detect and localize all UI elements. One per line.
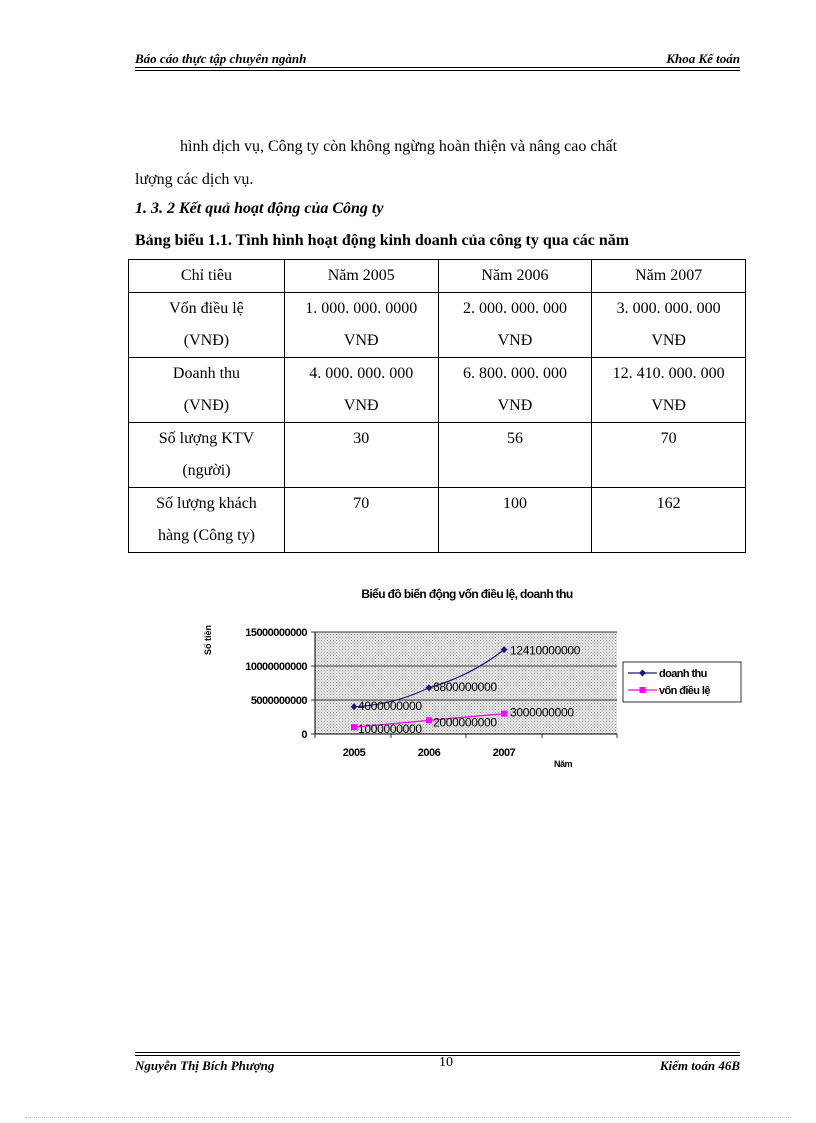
table-caption: Bảng biểu 1.1. Tình hình hoạt động kinh doanh của công ty qua các năm <box>135 232 630 249</box>
table-row <box>129 293 746 358</box>
x-tick-label: 2007 <box>492 747 516 759</box>
x-tick-label: 2006 <box>417 747 441 759</box>
header-left: Báo cáo thực tập chuyên ngành <box>135 51 307 66</box>
table-cell: 6. 800. 000. 000 VNĐ <box>438 358 592 423</box>
table-cell: 30 <box>284 423 438 488</box>
table-cell: 12. 410. 000. 000 VNĐ <box>592 358 746 423</box>
table-cell: 70 <box>592 423 746 488</box>
table-cell: 56 <box>438 423 592 488</box>
table-header-row <box>129 260 746 293</box>
data-label: 3000000000 <box>510 705 574 720</box>
table-row <box>129 358 746 423</box>
data-label: 4000000000 <box>358 698 422 713</box>
table-cell: 3. 000. 000. 000 VNĐ <box>592 293 746 358</box>
page-footer <box>135 1055 740 1080</box>
row-label: Số lượng KTV (người) <box>129 423 285 488</box>
y-axis-label: Số tiền <box>203 624 213 656</box>
table-cell: 162 <box>592 488 746 553</box>
table-cell: 1. 000. 000. 0000 VNĐ <box>284 293 438 358</box>
header-rule <box>135 67 740 68</box>
data-label: 12410000000 <box>510 643 581 658</box>
page-edge <box>25 1117 791 1118</box>
table-header-cell: Chỉ tiêu <box>129 260 285 293</box>
y-tick-label: 15000000000 <box>245 627 307 639</box>
table-header-cell: Năm 2005 <box>284 260 438 293</box>
table-cell: 4. 000. 000. 000 VNĐ <box>284 358 438 423</box>
y-tick-label: 10000000000 <box>245 661 307 673</box>
data-label: 2000000000 <box>433 715 497 730</box>
y-tick-label: 0 <box>301 729 307 741</box>
x-axis-label: Năm <box>553 759 573 769</box>
legend-item-doanh-thu: doanh thu <box>659 668 707 680</box>
data-label: 6800000000 <box>433 679 497 694</box>
footer-rule <box>135 1055 740 1056</box>
y-tick-label: 5000000000 <box>250 695 307 707</box>
paragraph-line-1: hình dịch vụ, Công ty còn không ngừng hoàn thiện và nâng cao chất <box>180 138 618 155</box>
table-header-cell: Năm 2006 <box>438 260 592 293</box>
table-cell: 100 <box>438 488 592 553</box>
table-row <box>129 488 746 553</box>
legend-item-von-dieu-le: vốn điều lệ <box>659 685 710 697</box>
header-right: Khoa Kế toán <box>666 51 740 66</box>
section-heading: 1. 3. 2 Kết quả hoạt động của Công ty <box>135 200 384 217</box>
capital-revenue-chart <box>195 580 755 780</box>
header-rule-thin <box>135 70 740 71</box>
paragraph-line-2: lượng các dịch vụ. <box>135 171 254 188</box>
data-point-von-dieu-le <box>501 711 507 717</box>
footer-author: Nguyễn Thị Bích Phượng <box>135 1058 275 1073</box>
data-label: 1000000000 <box>358 722 422 737</box>
table-cell: 70 <box>284 488 438 553</box>
legend-marker-square <box>640 687 646 693</box>
footer-class: Kiểm toán 46B <box>659 1058 740 1073</box>
chart-title: Biểu đồ biến động vốn điều lệ, doanh thu <box>361 587 573 601</box>
footer-rule-thin <box>135 1052 740 1053</box>
row-label: Số lượng khách hàng (Công ty) <box>129 488 285 553</box>
row-label: Doanh thu (VNĐ) <box>129 358 285 423</box>
table-cell: 2. 000. 000. 000 VNĐ <box>438 293 592 358</box>
intro-paragraph <box>135 130 738 196</box>
chart-legend <box>623 662 741 702</box>
row-label: Vốn điều lệ (VNĐ) <box>129 293 285 358</box>
business-results-table <box>128 259 746 553</box>
data-point-von-dieu-le <box>351 724 357 730</box>
x-tick-label: 2005 <box>342 747 366 759</box>
table-header-cell: Năm 2007 <box>592 260 746 293</box>
data-point-von-dieu-le <box>426 717 432 723</box>
page-number: 10 <box>439 1055 453 1070</box>
table-row <box>129 423 746 488</box>
